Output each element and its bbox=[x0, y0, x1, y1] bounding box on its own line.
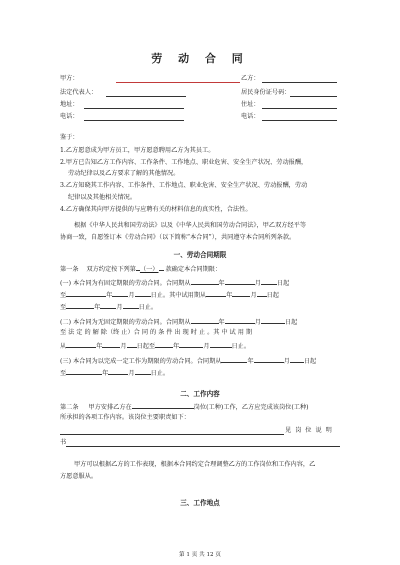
underline-spacer bbox=[159, 264, 164, 271]
open-start-month-field[interactable] bbox=[225, 317, 255, 324]
article-text: 岗位(工种)工作，乙方应完成该岗位(工种) bbox=[193, 404, 309, 411]
day-label: 日起 bbox=[276, 280, 290, 287]
term-open-text: (二) 本合同为无固定期限的劳动合同。合同期从 bbox=[60, 319, 191, 326]
preamble-item: 1.乙方愿意成为甲方员工，甲方愿意聘用乙方为其员工。 bbox=[60, 147, 215, 154]
month-label: 月 bbox=[120, 343, 127, 350]
month-label: 月 bbox=[250, 292, 257, 299]
phone-a-field[interactable] bbox=[84, 120, 184, 121]
party-a-field[interactable] bbox=[116, 82, 240, 83]
phone-a-label: 电话： bbox=[60, 113, 79, 120]
month-label: 月 bbox=[283, 358, 290, 365]
position-field[interactable] bbox=[132, 402, 194, 409]
id-number-label: 居民身份证号码： bbox=[241, 89, 291, 96]
job-desc-ref: 见 岗 位 说 明 bbox=[285, 427, 333, 434]
to-label: 至 bbox=[60, 304, 67, 311]
probation-start-year-field[interactable] bbox=[206, 290, 226, 297]
day-label: 日起 bbox=[266, 292, 279, 299]
adjust-text: 甲方可以根据乙方的工作表现，根据本合同约定合理调整乙方的工作岗位和工作内容，乙 bbox=[74, 461, 316, 468]
year-label: 年 bbox=[247, 358, 254, 365]
job-duties-field-2[interactable] bbox=[66, 446, 340, 447]
start-to-text: 日起至 bbox=[136, 343, 156, 350]
to-label: 至 bbox=[60, 370, 67, 377]
article-text: 双方约定按下列第 bbox=[86, 266, 136, 273]
preamble-item: 2.甲方已告知乙方工作内容、工作条件、工作地点、职业危害、安全生产状况、劳动报酬， bbox=[60, 159, 308, 166]
section-title-term: 一、劳动合同期限 bbox=[173, 251, 227, 259]
preamble-item: 3.乙方知晓其工作内容、工作条件、工作地点、职业危害、安全生产状况、劳动报酬，劳动 bbox=[60, 182, 308, 189]
section-title-work-location: 三、工作地点 bbox=[180, 499, 220, 507]
job-desc-ref: 书 bbox=[60, 439, 67, 446]
id-number-field[interactable] bbox=[290, 96, 337, 97]
start-month-field[interactable] bbox=[225, 278, 255, 285]
year-label: 年 bbox=[218, 280, 225, 287]
month-label: 月 bbox=[254, 280, 261, 287]
month-label: 月 bbox=[203, 343, 210, 350]
task-end-year-field[interactable] bbox=[66, 368, 102, 375]
article-text: 甲方安排乙方在 bbox=[88, 404, 132, 411]
party-a-label: 甲方： bbox=[60, 75, 79, 82]
article-number: 第二条 bbox=[60, 404, 79, 411]
term-task-text: (三) 本合同为以完成一定工作为期限的劳动合同。合同期从 bbox=[60, 358, 222, 365]
term-fixed-text: (一) 本合同为有固定期限的劳动合同。合同期从 bbox=[60, 280, 191, 287]
preamble-item: 纪律以及其他相关情况。 bbox=[68, 194, 137, 201]
task-start-year-field[interactable] bbox=[221, 356, 247, 363]
day-label: 日起 bbox=[284, 319, 298, 326]
probation-end-year-field[interactable] bbox=[66, 302, 94, 309]
job-duties-field[interactable] bbox=[60, 434, 284, 435]
open-probation-end-year-field[interactable] bbox=[155, 341, 173, 348]
open-probation-end-month-field[interactable] bbox=[179, 341, 203, 348]
open-probation-start-year-field[interactable] bbox=[66, 341, 96, 348]
start-year-field[interactable] bbox=[191, 278, 219, 285]
end-text: 日止。 bbox=[150, 370, 170, 377]
month-label: 月 bbox=[116, 304, 123, 311]
task-end-day-field[interactable] bbox=[135, 368, 151, 375]
term-option-value: （一） bbox=[139, 266, 159, 273]
article-text: 所承担的各项工作内容。该岗位主要职责如下： bbox=[60, 414, 190, 421]
month-label: 月 bbox=[128, 292, 135, 299]
year-label: 年 bbox=[96, 343, 103, 350]
probation-end-month-field[interactable] bbox=[100, 302, 116, 309]
open-probation-start-month-field[interactable] bbox=[102, 341, 120, 348]
preamble-item: 4.乙方确保其向甲方提供的与应聘有关的材料信息的真实性，合法性。 bbox=[60, 206, 252, 213]
task-end-month-field[interactable] bbox=[108, 368, 128, 375]
end-month-field[interactable] bbox=[112, 290, 128, 297]
end-text: 日止。 bbox=[138, 304, 158, 311]
adjust-text: 方愿意服从。 bbox=[60, 473, 98, 480]
probation-start-month-field[interactable] bbox=[232, 290, 250, 297]
end-day-field[interactable] bbox=[135, 290, 151, 297]
preamble-item: 劳动纪律以及乙方要求了解的其他情况。 bbox=[68, 170, 180, 177]
month-label: 月 bbox=[128, 370, 135, 377]
phone-b-label: 电话： bbox=[241, 113, 260, 120]
residence-field[interactable] bbox=[262, 108, 337, 109]
legal-rep-label: 法定代表人： bbox=[60, 89, 98, 96]
year-label: 年 bbox=[94, 304, 101, 311]
probation-start-day-field[interactable] bbox=[257, 290, 267, 297]
year-label: 年 bbox=[102, 370, 109, 377]
month-label: 月 bbox=[254, 319, 261, 326]
party-b-field[interactable] bbox=[262, 82, 337, 83]
address-field[interactable] bbox=[84, 108, 184, 109]
day-label: 日起 bbox=[303, 358, 317, 365]
party-b-label: 乙方： bbox=[241, 75, 260, 82]
article-text: 款确定本合同期限： bbox=[165, 266, 222, 273]
year-label: 年 bbox=[106, 292, 113, 299]
open-probation-start-day-field[interactable] bbox=[127, 341, 137, 348]
from-label: 从 bbox=[60, 343, 67, 350]
basis-text: 根据《中华人民共和国劳动法》以及《中华人民共和国劳动合同法》，甲乙双方经平等 bbox=[74, 222, 307, 229]
open-start-day-field[interactable] bbox=[261, 317, 285, 324]
article-number: 第一条 bbox=[60, 266, 79, 273]
preamble-heading: 鉴于： bbox=[60, 134, 79, 141]
year-label: 年 bbox=[226, 292, 233, 299]
task-start-day-field[interactable] bbox=[290, 356, 304, 363]
to-label: 至 bbox=[60, 292, 67, 299]
section-title-work-content: 二、工作内容 bbox=[180, 390, 220, 398]
basis-text: 协商一致，自愿签订本《劳动合同》（以下简称“本合同”），共同遵守本合同所列条款。 bbox=[60, 234, 296, 241]
end-text: 日止。 bbox=[231, 343, 251, 350]
term-open-text: 至 法 定 的 解 除（终 止）合 同 的 条 件 出 现 时 止 。其 中 试 用 期 bbox=[60, 329, 253, 336]
address-label: 地址： bbox=[60, 101, 79, 108]
phone-b-field[interactable] bbox=[262, 120, 337, 121]
residence-label: 住址： bbox=[241, 101, 260, 108]
legal-rep-field[interactable] bbox=[106, 96, 186, 97]
open-start-year-field[interactable] bbox=[191, 317, 219, 324]
page-footer: 第 1 页 共 12 页 bbox=[179, 552, 221, 558]
start-day-field[interactable] bbox=[261, 278, 277, 285]
task-start-month-field[interactable] bbox=[254, 356, 284, 363]
contract-title: 劳 动 合 同 bbox=[151, 52, 249, 65]
open-probation-end-day-field[interactable] bbox=[210, 341, 232, 348]
end-year-field[interactable] bbox=[66, 290, 106, 297]
year-label: 年 bbox=[218, 319, 225, 326]
probation-text: 日止。其中试用期从 bbox=[150, 292, 207, 299]
year-label: 年 bbox=[173, 343, 180, 350]
probation-end-day-field[interactable] bbox=[123, 302, 139, 309]
